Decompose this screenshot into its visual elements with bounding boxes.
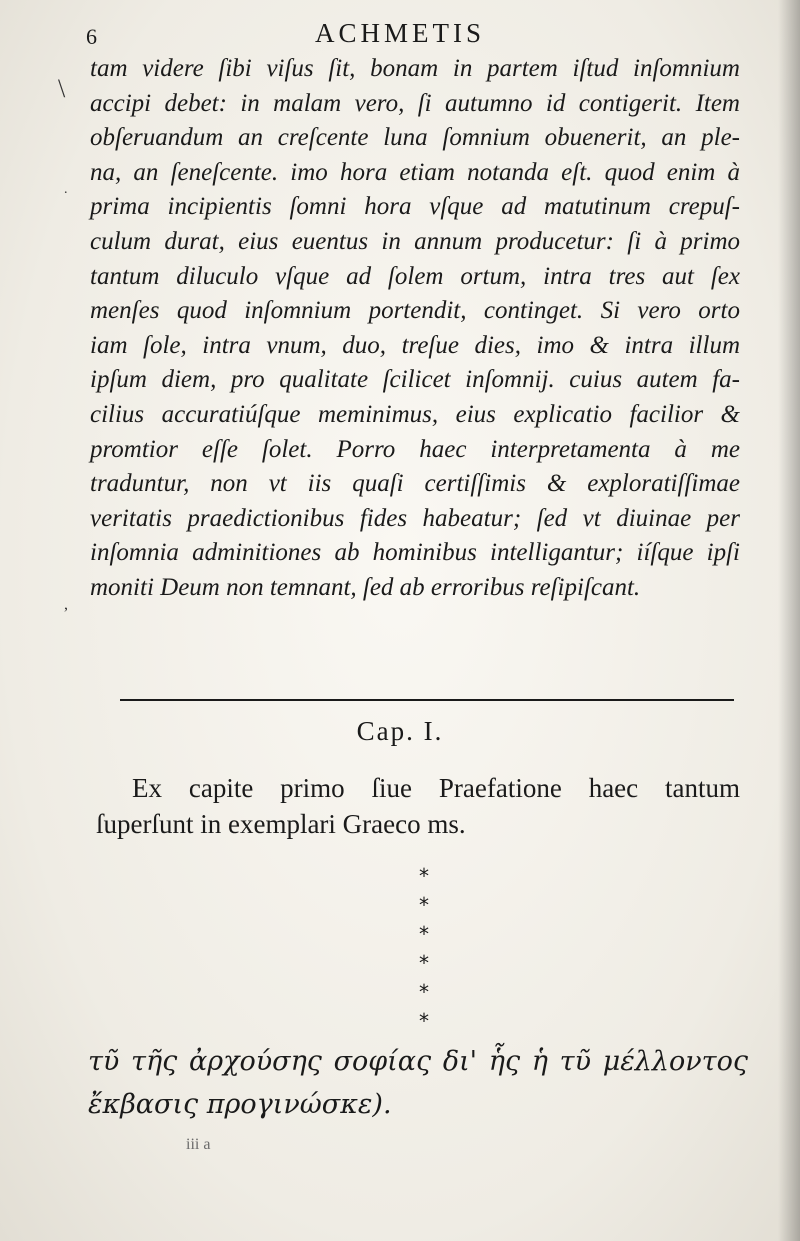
- running-title: ACHMETIS: [314, 18, 485, 48]
- margin-mark: ,: [64, 596, 68, 613]
- chapter-heading: Cap. I.: [356, 716, 444, 746]
- body-line: iam ſole, intra vnum, duo, treſue dies, imo & intra illum: [90, 331, 740, 359]
- asterisk: *: [419, 864, 429, 888]
- body-line: promtior eſſe ſolet. Porro haec interpretamenta à me: [90, 435, 740, 463]
- body-line: menſes quod inſomnium portendit, continget. Si vero orto: [90, 297, 740, 325]
- body-text: [90, 52, 740, 606]
- body-line: tantum diluculo vſque ad ſolem ortum, intra tres aut ſex: [90, 262, 740, 290]
- asterisk: *: [419, 1009, 429, 1033]
- body-line: traduntur, non vt iis quaſi certiſſimis & exploratiſſimae: [90, 470, 740, 498]
- preface-note: [96, 770, 740, 842]
- body-line: ipſum diem, pro qualitate ſcilicet inſomnij. cuius autem fa-: [90, 366, 740, 394]
- body-line: cilius accuratiúſque meminimus, eius explicatio facilior &: [90, 400, 740, 428]
- body-line: moniti Deum non temnant, ſed ab erroribus reſipiſcant.: [90, 573, 641, 601]
- body-line: culum durat, eius euentus in annum producetur: ſi à primo: [90, 227, 740, 255]
- body-line: na, an ſeneſcente. imo hora etiam notanda eſt. quod enim à: [90, 158, 740, 186]
- margin-mark: .: [64, 182, 68, 197]
- asterisk-column: [404, 862, 444, 1036]
- body-line: veritatis praedictionibus fides habeatur; ſed vt diuinae per: [90, 504, 740, 532]
- greek-line: ἔκβασις προγινώσκε).: [88, 1089, 392, 1120]
- page-number: 6: [86, 24, 97, 49]
- asterisk: *: [419, 893, 429, 917]
- body-line: prima incipientis ſomni hora vſque ad matutinum crepuſ-: [90, 193, 740, 221]
- asterisk: *: [419, 951, 429, 975]
- margin-mark: \: [58, 74, 66, 103]
- body-line: obſeruandum an creſcente luna ſomnium obuenerit, an ple-: [90, 124, 740, 152]
- note-line: ſuperſunt in exemplari Graeco ms.: [96, 809, 466, 839]
- page-edge-shadow: [778, 0, 800, 1241]
- body-line: inſomnia adminitiones ab hominibus intelligantur; iíſque ipſi: [90, 539, 740, 567]
- greek-line: τῦ τῆς ἀρχούσης σοφίας δι' ἧς ἡ τῦ μέλλοντος: [88, 1046, 748, 1077]
- body-line: tam videre ſibi viſus ſit, bonam in partem iſtud inſomnium: [90, 55, 740, 82]
- section-rule: [120, 699, 734, 701]
- asterisk: *: [419, 980, 429, 1004]
- footer-signature-mark: iii a: [186, 1136, 211, 1153]
- asterisk: *: [419, 922, 429, 946]
- greek-text: [88, 1040, 748, 1126]
- note-line: Ex capite primo ſiue Praefatione haec tantum: [132, 773, 740, 803]
- body-line: accipi debet: in malam vero, ſi autumno id contigerit. Item: [90, 89, 740, 117]
